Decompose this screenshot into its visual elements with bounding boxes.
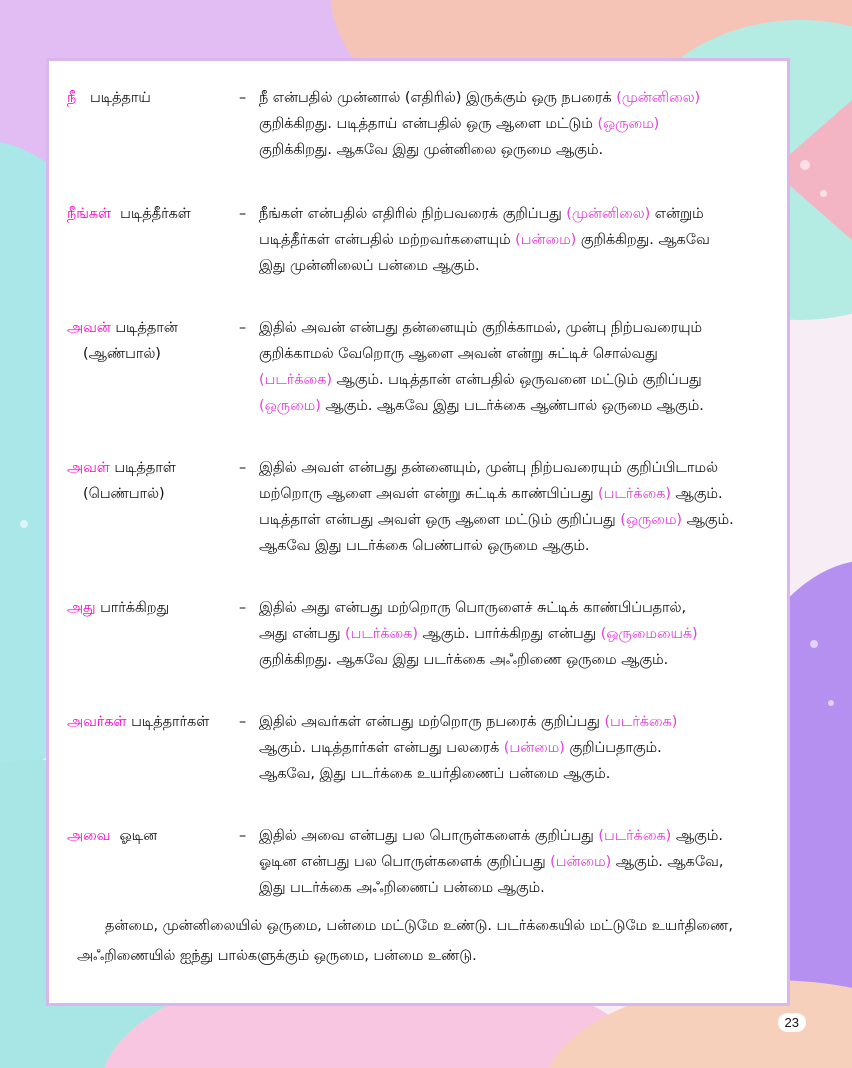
pronoun-word: நீ [67,90,77,106]
dash: – [239,828,247,844]
explanation: நீ என்பதில் முன்னால் (எதிரில்) இருக்கும் ஒரு நபரைக் (முன்னிலை) குறிக்கிறது. படித்தாய் என்பதில் ஒரு ஆளை மட்டும் (ஒருமை) குறிக்கிறது. ஆகவே இது முன்னிலை ஒருமை ஆகும். [259,90,701,158]
pronoun-word: அவர்கள் [67,714,127,730]
dash: – [239,206,247,222]
explanation: இதில் அவை என்பது பல பொருள்களைக் குறிப்பது (படர்க்கை) ஆகும். ஓடின என்பது பல பொருள்களைக் குறிப்பது (பன்மை) ஆகும். ஆகவே, இது படர்க்கை அஃறிணைப் பன்மை ஆகும். [259,828,724,896]
dash: – [239,320,247,336]
pronoun-word: அவன் [67,320,111,336]
pronoun-word: அது [67,600,96,616]
dash: – [239,90,247,106]
content-panel [46,58,790,1006]
explanation: இதில் அவன் என்பது தன்னையும் குறிக்காமல், முன்பு நிற்பவரையும் குறிக்காமல் வேறொரு ஆளை அவன் என்று சுட்டிச் சொல்வது (படர்க்கை) ஆகும். படித்தான் என்பதில் ஒருவனை மட்டும் குறிப்பது (ஒருமை) ஆகும். ஆகவே இது படர்க்கை ஆண்பால் ஒருமை ஆகும். [259,320,704,414]
gender-label: (பெண்பால்) [83,486,165,502]
explanation: நீங்கள் என்பதில் எதிரில் நிற்பவரைக் குறிப்பது (முன்னிலை) என்றும் படித்தீர்கள் என்பதில் மற்றவர்களையும் (பன்மை) குறிக்கிறது. ஆகவே இது முன்னிலைப் பன்மை ஆகும். [259,206,710,274]
dash: – [239,714,247,730]
verb-word: படித்தாய் [89,90,151,106]
dash: – [239,460,247,476]
summary-paragraph: தன்மை, முன்னிலையில் ஒருமை, பன்மை மட்டுமே உண்டு. படர்க்கையில் மட்டுமே உயர்திணை, அஃறிணையில் ஐந்து பால்களுக்கும் ஒருமை, பன்மை உண்டு. [77,918,733,964]
verb-word: படித்தாள் [114,460,176,476]
verb-word: படித்தார்கள் [131,714,210,730]
pronoun-word: அவள் [67,460,110,476]
verb-word: படித்தான் [115,320,178,336]
pronoun-word: அவை [67,828,111,844]
dash: – [239,600,247,616]
gender-label: (ஆண்பால்) [83,346,161,362]
verb-word: ஓடின [119,828,158,844]
verb-word: படித்தீர்கள் [120,206,191,222]
explanation: இதில் அது என்பது மற்றொரு பொருளைச் சுட்டிக் காண்பிப்பதால், அது என்பது (படர்க்கை) ஆகும். பார்க்கிறது என்பது (ஒருமையைக்) குறிக்கிறது. ஆகவே இது படர்க்கை அஃறிணை ஒருமை ஆகும். [259,600,698,668]
page-number: 23 [778,1013,806,1032]
explanation: இதில் அவள் என்பது தன்னையும், முன்பு நிற்பவரையும் குறிப்பிடாமல் மற்றொரு ஆளை அவள் என்று சுட்டிக் காண்பிப்பது (படர்க்கை) ஆகும். படித்தாள் என்பது அவள் ஒரு ஆளை மட்டும் குறிப்பது (ஒருமை) ஆகும். ஆகவே இது படர்க்கை பெண்பால் ஒருமை ஆகும். [259,460,734,554]
pronoun-word: நீங்கள் [67,206,112,222]
explanation: இதில் அவர்கள் என்பது மற்றொரு நபரைக் குறிப்பது (படர்க்கை) ஆகும். படித்தார்கள் என்பது பலரைக் (பன்மை) குறிப்பதாகும். ஆகவே, இது படர்க்கை உயர்திணைப் பன்மை ஆகும். [259,714,678,782]
verb-word: பார்க்கிறது [100,600,170,616]
